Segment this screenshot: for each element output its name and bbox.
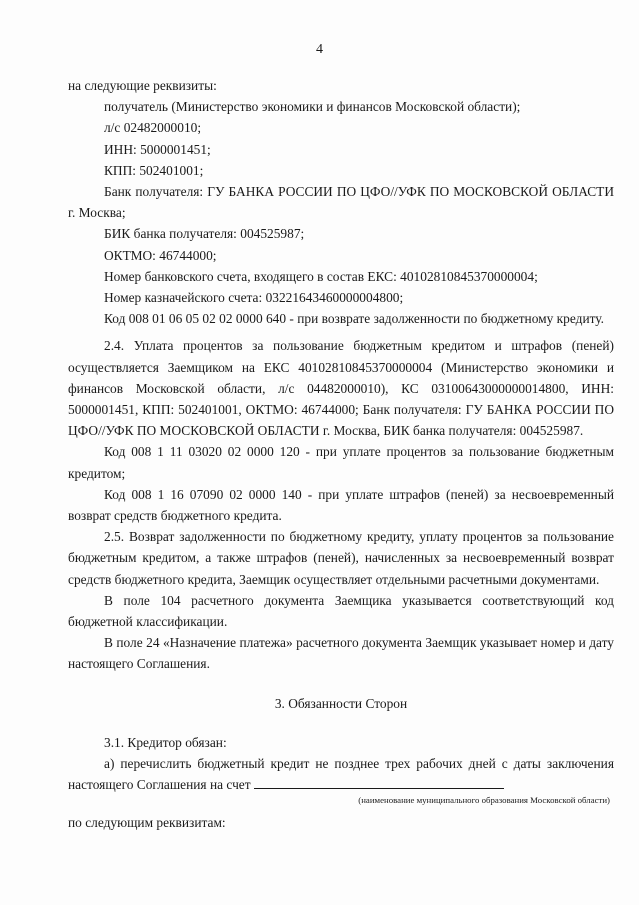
blank-caption: (наименование муниципального образования Московской области) (358, 794, 610, 805)
account-line: л/с 02482000010; (104, 120, 202, 136)
page-number: 4 (316, 42, 323, 57)
account-blank-line (254, 776, 504, 789)
item-a-paragraph (68, 753, 614, 795)
requisites-line: по следующим реквизитам: (68, 814, 226, 830)
field-24-paragraph: В поле 24 «Назначение платежа» расчетного документа Заемщик указывает номер и дату настоящего Соглашения. (68, 635, 614, 672)
bank-account-line: Номер банковского счета, входящего в состав ЕКС: 40102810845370000004; (104, 268, 538, 284)
recipient-line: получатель (Министерство экономики и финансов Московской области); (104, 99, 521, 115)
code-fines-line: Код 008 1 16 07090 02 0000 140 - при уплате штрафов (пеней) за несвоевременный возврат средств бюджетного кредита. (68, 486, 614, 524)
bank-line: Банк получателя: ГУ БАНКА РОССИИ ПО ЦФО//УФК ПО МОСКОВСКОЙ ОБЛАСТИ г. Москва; (68, 184, 614, 221)
inn-line: ИНН: 5000001451; (104, 141, 211, 157)
field-104-paragraph: В поле 104 расчетного документа Заемщика указывается соответствующий код бюджетной классификации. (68, 592, 614, 630)
oktmo-line: ОКТМО: 46744000; (104, 247, 217, 263)
document-body (68, 75, 614, 833)
kpp-line: КПП: 502401001; (104, 162, 204, 178)
paragraph-2-4: 2.4. Уплата процентов за пользование бюджетным кредитом и штрафов (пеней) осуществляется Заемщиком на ЕКС 40102810845370000004 (Министерство экономики и финансов Московской области, л/с 04482000010), КС 03100643000000014800, ИНН: 5000001451, КПП: 502401001, ОКТМО: 46744000; Банк получателя: ГУ БАНКА РОССИИ ПО ЦФО//УФК ПО МОСКОВСКОЙ ОБЛАСТИ г. Москва, БИК банка получателя: 004525987. (68, 338, 614, 439)
bik-line: БИК банка получателя: 004525987; (104, 226, 305, 242)
creditor-obligations: 3.1. Кредитор обязан: (104, 734, 227, 750)
paragraph-2-5: 2.5. Возврат задолженности по бюджетному кредиту, уплату процентов за пользование бюджетным кредитом, а также штрафов (пеней), начисленных за несвоевременный возврат средств бюджетного кредита, Заемщик осуществляет отдельными расчетными документами. (68, 529, 614, 587)
section-3-heading: 3. Обязанности Сторон (274, 695, 408, 711)
treasury-account-line: Номер казначейского счета: 03221643460000004800; (104, 290, 404, 306)
item-a-text: а) перечислить бюджетный кредит не позднее трех рабочих дней с даты заключения настоящего Соглашения на счет (68, 756, 614, 793)
code-return-line: Код 008 01 06 05 02 02 0000 640 - при возврате задолженности по бюджетному кредиту. (104, 311, 604, 327)
intro-line: на следующие реквизиты: (68, 78, 217, 93)
code-interest-line: Код 008 1 11 03020 02 0000 120 - при уплате процентов за пользование бюджетным кредитом; (68, 444, 614, 481)
